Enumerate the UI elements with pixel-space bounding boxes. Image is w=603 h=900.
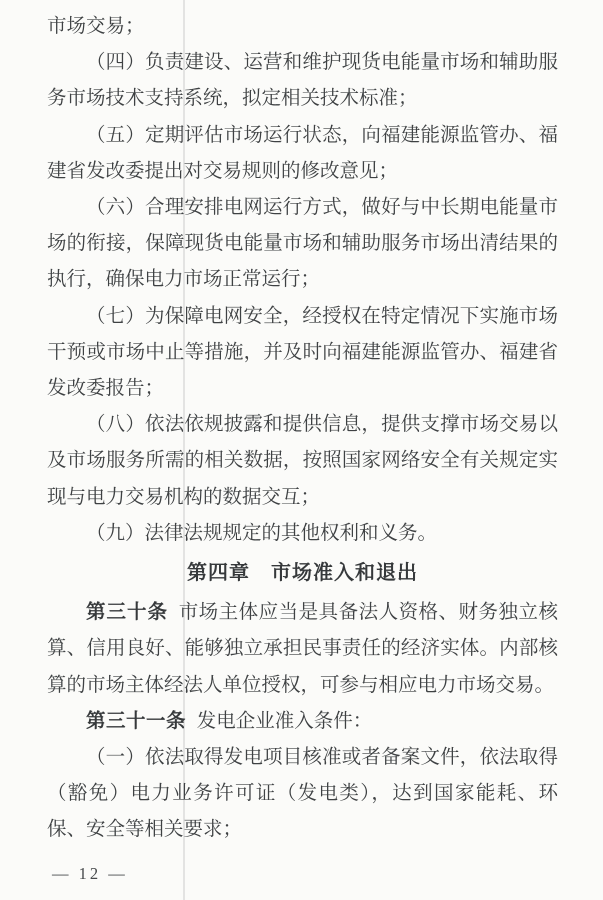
paragraph (47, 299, 558, 408)
paragraph-text: 市场交易； (47, 16, 145, 37)
paragraph-text: （四）负责建设、运营和维护现货电能量市场和辅助服务市场技术支持系统，拟定相关技术标准； (47, 52, 558, 110)
paragraph (47, 516, 558, 552)
document-body (47, 9, 558, 849)
paragraph-text: 发电企业准入条件： (196, 710, 373, 732)
paragraph-text: 市场主体应当是具备法人资格、财务独立核算、信用良好、能够独立承担民事责任的经济实体。内部核算的市场主体经法人单位授权，可参与相应电力市场交易。 (47, 602, 558, 696)
paragraph (47, 118, 558, 190)
paragraph-text: （九）法律法规规定的其他权利和义务。 (86, 522, 438, 544)
paragraph (47, 407, 558, 516)
article-number-lead: 第三十一条 (86, 710, 187, 732)
paragraph-text: （五）定期评估市场运行状态，向福建能源监管办、福建省发改委提出对交易规则的修改意见； (47, 124, 558, 182)
paragraph (47, 9, 558, 45)
page-number: — 12 — (52, 864, 128, 883)
paragraph-text: （一）依法取得发电项目核准或者备案文件，依法取得（豁免）电力业务许可证（发电类），达到国家能耗、环保、安全等相关要求； (47, 747, 558, 841)
paragraph-text: （八）依法依规披露和提供信息，提供支撑市场交易以及市场服务所需的相关数据，按照国家网络安全有关规定实现与电力交易机构的数据交互； (47, 414, 558, 508)
paragraph (47, 595, 558, 704)
paragraph (47, 740, 558, 849)
chapter-heading: 第四章 市场准入和退出 (187, 562, 418, 585)
paragraph-text: （六）合理安排电网运行方式，做好与中长期电能量市场的衔接，保障现货电能量市场和辅助服务市场出清结果的执行，确保电力市场正常运行； (47, 197, 558, 291)
paragraph (47, 45, 558, 117)
article-number-lead: 第三十条 (86, 602, 168, 624)
paragraph (47, 704, 558, 740)
paragraph-text: （七）为保障电网安全，经授权在特定情况下实施市场干预或市场中止等措施，并及时向福建能源监管办、福建省发改委报告； (47, 305, 558, 400)
paragraph (47, 190, 558, 299)
